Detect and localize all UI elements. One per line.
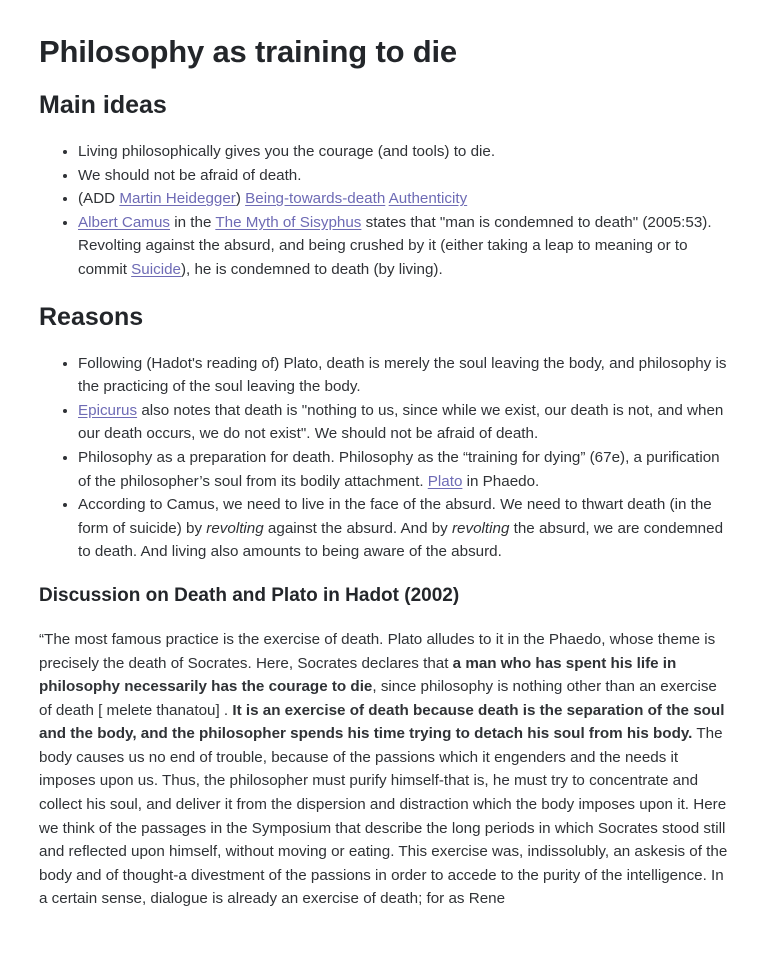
main-ideas-list bbox=[39, 140, 728, 282]
main-ideas-heading: Main ideas bbox=[39, 91, 167, 119]
reasons-list bbox=[39, 352, 728, 564]
link-epicurus[interactable]: Epicurus bbox=[78, 401, 138, 419]
text-span: states that "man is condemned to death" (2005:53). Revolting against the absurd, and being crushed by it (either taking a leap to meaning or to commit bbox=[78, 213, 712, 278]
link-authenticity[interactable]: Authenticity bbox=[388, 190, 468, 208]
text-span: ), he is condemned to death (by living). bbox=[180, 260, 443, 278]
list-item bbox=[78, 446, 728, 493]
text-span: against the absurd. And by bbox=[263, 519, 452, 537]
text-span: ) bbox=[235, 190, 246, 208]
bold-text: It is an exercise of death because death is the separation of the soul and the body, and the philosopher spends his time trying to detach his soul from his body. bbox=[39, 701, 725, 743]
quote-paragraph bbox=[39, 628, 728, 911]
list-item bbox=[78, 187, 728, 211]
discussion-heading: Discussion on Death and Plato in Hadot (2002) bbox=[39, 584, 460, 606]
text-span: (ADD bbox=[78, 190, 120, 208]
link-martin-heidegger[interactable]: Martin Heidegger bbox=[119, 190, 236, 208]
link-plato[interactable]: Plato bbox=[427, 472, 463, 490]
link-being-towards-death[interactable]: Being-towards-death bbox=[245, 190, 386, 208]
text-span: the absurd, we are condemned to death. And living also amounts to being aware of the absurd. bbox=[78, 519, 724, 561]
text-span: , since philosophy is nothing other than an exercise of death [ melete thanatou] . bbox=[39, 678, 717, 719]
link-albert-camus[interactable]: Albert Camus bbox=[78, 213, 171, 231]
text-span: According to Camus, we need to live in the face of the absurd. We need to thwart death (in the form of suicide) by bbox=[78, 496, 712, 537]
list-item bbox=[78, 493, 728, 564]
text-span: Philosophy as a preparation for death. Philosophy as the “training for dying” (67e), a purification of the philosopher’s soul from its bodily attachment. bbox=[78, 448, 720, 490]
page-title: Philosophy as training to die bbox=[39, 34, 457, 69]
text-span: in the bbox=[170, 213, 216, 231]
list-item bbox=[78, 399, 728, 446]
list-item: • Living philosophically gives you the courage (and tools) to die. bbox=[78, 140, 728, 164]
text-span: “The most famous practice is the exercise of death. Plato alludes to it in the Phaedo, whose theme is precisely the death of Socrates. Here, Socrates declares that bbox=[39, 630, 716, 672]
reasons-heading: Reasons bbox=[39, 302, 144, 331]
text-span: also notes that death is "nothing to us, since while we exist, our death is not, and when our death occurs, we do not exist". We should not be afraid of death. bbox=[78, 401, 724, 443]
list-item bbox=[78, 211, 728, 282]
bold-text: a man who has spent his life in philosophy necessarily has the courage to die bbox=[39, 654, 677, 696]
text-span: The body causes us no end of trouble, because of the passions which it engenders and the needs it imposes upon us. Thus, the philosopher must purify himself-that is, he must try to concentrate and collect his soul, and deliver it from the dispersion and distraction which the body imposes upon it. Here we think of the passages in the Symposium that describe the long periods in which Socrates stood still and reflected upon himself, without moving or eating. This exercise was, indissolubly, an askesis of the body and of thought-a divestment of the passions in order to accede to the purity of the intelligence. In a certain sense, dialogue is already an exercise of death; for as Rene bbox=[39, 725, 728, 908]
list-item: • We should not be afraid of death. bbox=[78, 164, 728, 188]
list-item: • Following (Hadot's reading of) Plato, death is merely the soul leaving the body, and philosophy is the practicing of the soul leaving the body. bbox=[78, 352, 728, 399]
emphasis-text: revolting bbox=[452, 519, 510, 537]
link-suicide[interactable]: Suicide bbox=[131, 260, 181, 278]
link-myth-of-sisyphus[interactable]: The Myth of Sisyphus bbox=[215, 213, 362, 231]
emphasis-text: revolting bbox=[206, 519, 264, 537]
text-span: in Phaedo. bbox=[462, 472, 540, 490]
